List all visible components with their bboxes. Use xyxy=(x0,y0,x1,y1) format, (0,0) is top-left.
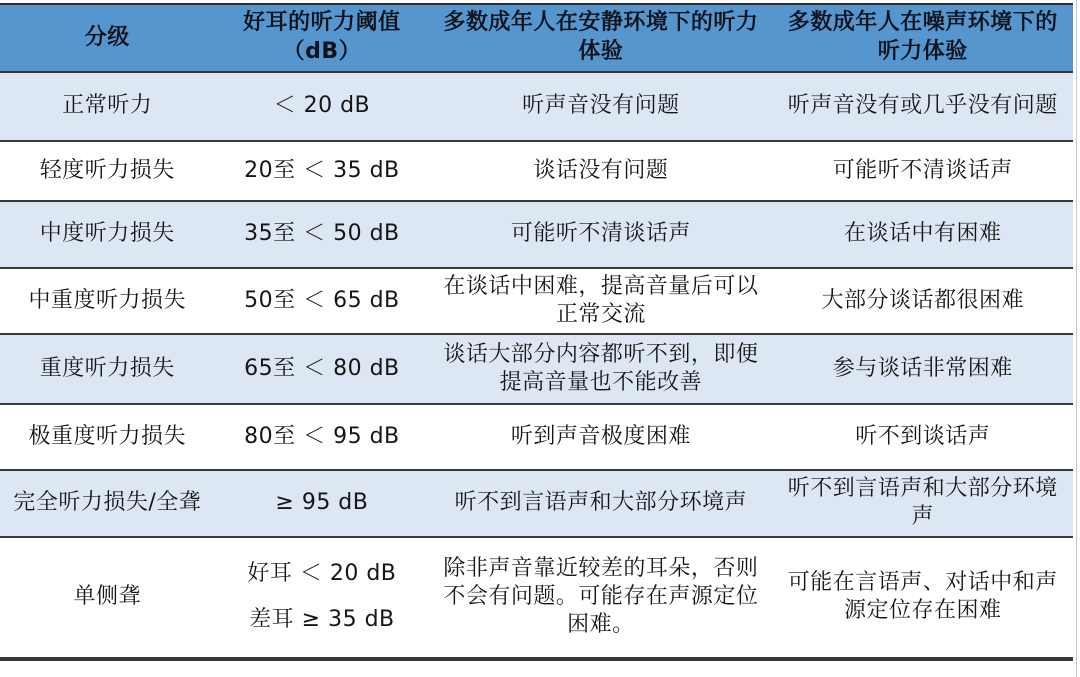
grade-cell-text: 轻度听力损失 xyxy=(39,157,175,183)
threshold-cell xyxy=(215,470,430,536)
threshold-cell-text: 差耳 ≥ 35 dB xyxy=(249,607,395,633)
noisy-experience-cell-text: 听声音没有或几乎没有问题 xyxy=(787,93,1058,119)
header-row xyxy=(0,4,1073,72)
threshold-cell-text: ＜ 20 dB xyxy=(273,93,371,119)
noisy-experience-cell xyxy=(773,470,1073,536)
threshold-cell xyxy=(215,201,430,268)
quiet-experience-cell-text: 可能听不清谈话声 xyxy=(510,221,691,247)
threshold-cell xyxy=(215,404,430,470)
grade-cell xyxy=(0,404,215,470)
quiet-experience-cell-text: 听声音没有问题 xyxy=(522,93,680,119)
noisy-experience-cell xyxy=(773,334,1073,404)
table-row xyxy=(0,470,1073,536)
noisy-experience-cell xyxy=(773,404,1073,470)
quiet-experience-cell xyxy=(429,201,772,268)
quiet-experience-cell xyxy=(429,141,772,201)
grade-cell xyxy=(0,470,215,536)
grade-cell-text: 正常听力 xyxy=(62,93,153,119)
quiet-experience-cell-text: 在谈话中困难，提高音量后可以正常交流 xyxy=(443,274,759,328)
noisy-experience-cell-text: 可能听不清谈话声 xyxy=(832,157,1013,183)
grade-cell xyxy=(0,537,215,659)
grade-cell xyxy=(0,201,215,268)
noisy-experience-cell xyxy=(773,268,1073,334)
noisy-experience-cell xyxy=(773,537,1073,659)
grade-cell-text: 重度听力损失 xyxy=(39,356,175,382)
quiet-experience-cell-text: 听不到言语声和大部分环境声 xyxy=(454,490,748,516)
grade-cell xyxy=(0,72,215,141)
quiet-experience-cell xyxy=(429,334,772,404)
threshold-cell xyxy=(215,141,430,201)
quiet-experience-cell xyxy=(429,537,772,659)
table-row xyxy=(0,334,1073,404)
grade-cell xyxy=(0,141,215,201)
threshold-cell-text: 20至 ＜ 35 dB xyxy=(244,157,400,183)
grade-cell xyxy=(0,268,215,334)
grade-cell xyxy=(0,334,215,404)
quiet-experience-cell xyxy=(429,404,772,470)
noisy-experience-cell-text: 参与谈话非常困难 xyxy=(832,356,1013,382)
grade-cell-text: 中度听力损失 xyxy=(39,221,175,247)
threshold-cell xyxy=(215,268,430,334)
grade-cell-text: 极重度听力损失 xyxy=(28,424,187,450)
noisy-experience-cell xyxy=(773,141,1073,201)
quiet-experience-cell xyxy=(429,72,772,141)
quiet-experience-cell xyxy=(429,470,772,536)
hearing-loss-grades-table xyxy=(0,3,1073,661)
threshold-cell xyxy=(215,72,430,141)
threshold-cell-text: 50至 ＜ 65 dB xyxy=(244,288,400,314)
quiet-experience-cell-text: 除非声音靠近较差的耳朵，否则不会有问题。可能存在声源定位困难。 xyxy=(443,555,759,638)
col-header-grade: 分级 xyxy=(0,4,215,72)
table-row xyxy=(0,72,1073,141)
noisy-experience-cell-text: 大部分谈话都很困难 xyxy=(821,288,1025,314)
col-header-threshold: 好耳的听力阈值（dB） xyxy=(215,4,430,72)
table-row xyxy=(0,404,1073,470)
quiet-experience-cell xyxy=(429,268,772,334)
col-header-quiet-experience: 多数成年人在安静环境下的听力体验 xyxy=(429,4,772,72)
noisy-experience-cell xyxy=(773,201,1073,268)
threshold-cell-text: 65至 ＜ 80 dB xyxy=(244,356,400,382)
col-header-noisy-experience: 多数成年人在噪声环境下的听力体验 xyxy=(773,4,1073,72)
quiet-experience-cell-text: 谈话大部分内容都听不到，即便提高音量也不能改善 xyxy=(443,342,759,396)
noisy-experience-cell-text: 可能在言语声、对话中和声源定位存在困难 xyxy=(787,569,1058,624)
quiet-experience-cell-text: 谈话没有问题 xyxy=(533,157,669,183)
threshold-cell-text: 好耳 ＜ 20 dB xyxy=(247,560,397,586)
noisy-experience-cell xyxy=(773,72,1073,141)
threshold-cell-text: 35至 ＜ 50 dB xyxy=(244,221,400,247)
threshold-cell-text: ≥ 95 dB xyxy=(275,490,369,516)
threshold-cell-text: 80至 ＜ 95 dB xyxy=(244,424,400,450)
grade-cell-text: 中重度听力损失 xyxy=(28,288,187,314)
noisy-experience-cell-text: 听不到言语声和大部分环境声 xyxy=(787,476,1058,530)
table-row xyxy=(0,141,1073,201)
noisy-experience-cell-text: 听不到谈话声 xyxy=(855,424,991,450)
table-row xyxy=(0,268,1073,334)
threshold-cell xyxy=(215,334,430,404)
table-row xyxy=(0,537,1073,659)
grade-cell-text: 完全听力损失/全聋 xyxy=(13,490,202,516)
quiet-experience-cell-text: 听到声音极度困难 xyxy=(510,424,691,450)
threshold-cell xyxy=(215,537,430,659)
noisy-experience-cell-text: 在谈话中有困难 xyxy=(844,221,1002,247)
table-row xyxy=(0,201,1073,268)
grade-cell-text: 单侧聋 xyxy=(73,584,142,610)
table-body xyxy=(0,72,1073,659)
